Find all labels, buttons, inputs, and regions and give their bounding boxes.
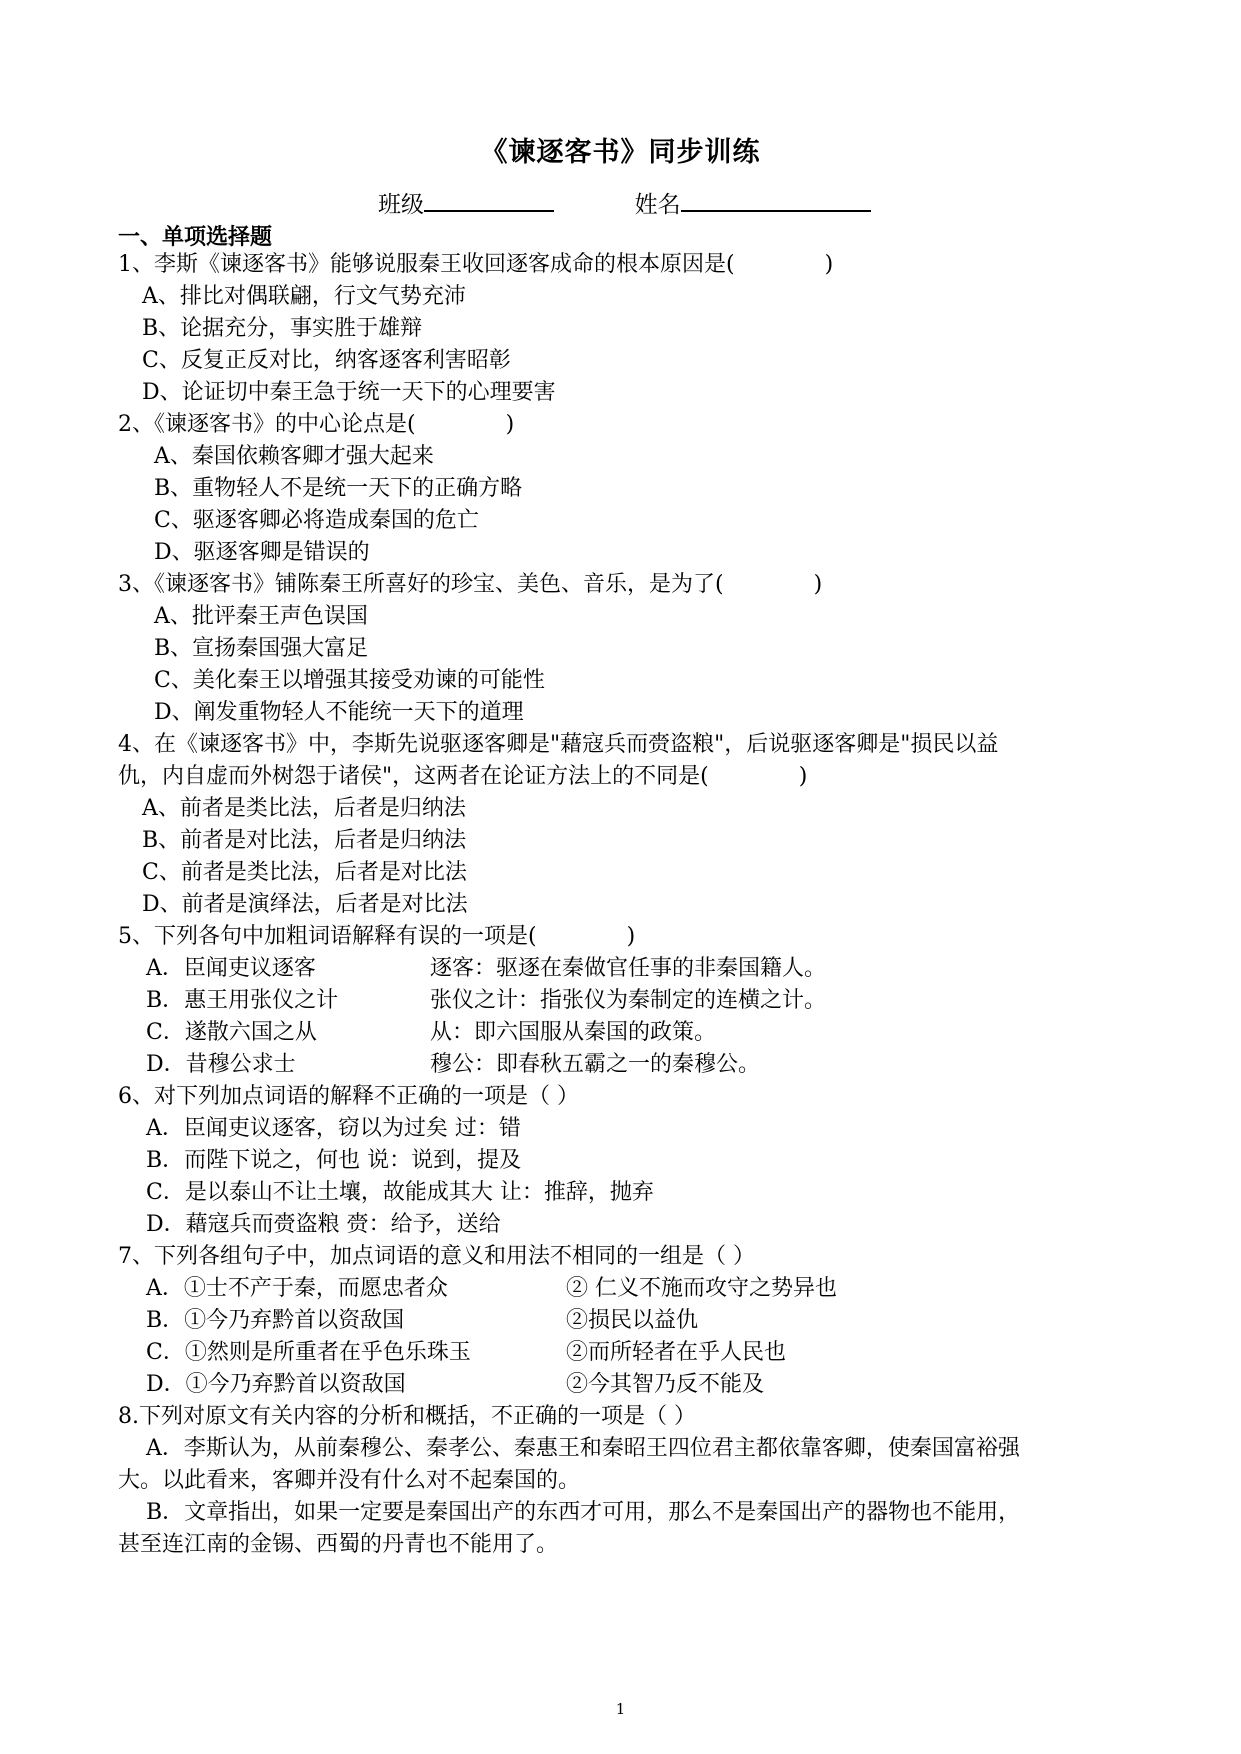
- question-4-stem-line1: 4、在《谏逐客书》中，李斯先说驱逐客卿是"藉寇兵而赍盗粮"，后说驱逐客卿是"损民以益: [118, 732, 999, 757]
- q4-option-c: C、前者是类比法，后者是对比法: [142, 860, 467, 885]
- name-blank[interactable]: [681, 188, 871, 212]
- q5-option-c-explanation: 从：即六国服从秦国的政策。: [430, 1020, 717, 1045]
- q3-option-d: D、阐发重物轻人不能统一天下的道理: [154, 700, 524, 725]
- q3-option-a: A、批评秦王声色误国: [154, 604, 368, 629]
- q7-option-c-right: ②而所轻者在乎人民也: [566, 1340, 787, 1365]
- page-title: 《谏逐客书》同步训练: [480, 137, 761, 168]
- q6-option-a: A．臣闻吏议逐客，窃以为过矣 过：错: [146, 1116, 521, 1141]
- q6-option-c: C．是以泰山不让土壤，故能成其大 让：推辞，抛弃: [146, 1180, 654, 1205]
- section-title: 一、单项选择题: [118, 225, 273, 250]
- q5-option-a-explanation: 逐客：驱逐在秦做官任事的非秦国籍人。: [430, 956, 827, 981]
- question-4-stem-line2: 仇，内自虚而外树怨于诸侯"，这两者在论证方法上的不同是( ): [118, 764, 808, 789]
- q7-option-d-right: ②今其智乃反不能及: [566, 1372, 765, 1397]
- q2-option-b: B、重物轻人不是统一天下的正确方略: [154, 476, 523, 501]
- q7-option-b-right: ②损民以益仇: [566, 1308, 699, 1333]
- q5-option-b-text: B．惠王用张仪之计: [146, 988, 339, 1013]
- question-3-stem: 3、《谏逐客书》铺陈秦王所喜好的珍宝、美色、音乐，是为了( ): [118, 572, 823, 597]
- question-2-stem: 2、《谏逐客书》的中心论点是( ): [118, 412, 515, 437]
- q5-option-b-explanation: 张仪之计：指张仪为秦制定的连横之计。: [430, 988, 827, 1013]
- class-blank[interactable]: [424, 188, 554, 212]
- q2-option-c: C、驱逐客卿必将造成秦国的危亡: [154, 508, 479, 533]
- question-6-stem: 6、对下列加点词语的解释不正确的一项是（ ）: [118, 1084, 579, 1109]
- q3-option-b: B、宣扬秦国强大富足: [154, 636, 369, 661]
- q1-option-a: A、排比对偶联翩，行文气势充沛: [142, 284, 466, 309]
- q6-option-b: B．而陛下说之，何也 说：说到，提及: [146, 1148, 522, 1173]
- q4-option-b: B、前者是对比法，后者是归纳法: [142, 828, 467, 853]
- q7-option-d-left: D．①今乃弃黔首以资敌国: [146, 1372, 406, 1397]
- q4-option-a: A、前者是类比法，后者是归纳法: [142, 796, 466, 821]
- q8-option-b-line2: 甚至连江南的金锡、西蜀的丹青也不能用了。: [118, 1532, 559, 1557]
- q5-option-a-text: A．臣闻吏议逐客: [146, 956, 316, 981]
- q5-option-d-text: D．昔穆公求士: [146, 1052, 296, 1077]
- q6-option-d: D．藉寇兵而赍盗粮 赍：给予，送给: [146, 1212, 501, 1237]
- question-1-stem: 1、李斯《谏逐客书》能够说服秦王收回逐客成命的根本原因是( ): [118, 252, 834, 277]
- q8-option-a-line2: 大。以此看来，客卿并没有什么对不起秦国的。: [118, 1468, 581, 1493]
- q2-option-a: A、秦国依赖客卿才强大起来: [154, 444, 434, 469]
- q7-option-a-right: ② 仁义不施而攻守之势异也: [566, 1276, 837, 1301]
- q3-option-c: C、美化秦王以增强其接受劝谏的可能性: [154, 668, 545, 693]
- question-8-stem: 8.下列对原文有关内容的分析和概括，不正确的一项是（ ）: [118, 1404, 696, 1429]
- q5-option-c-text: C．遂散六国之从: [146, 1020, 317, 1045]
- q1-option-c: C、反复正反对比，纳客逐客利害昭彰: [142, 348, 511, 373]
- q5-option-d-explanation: 穆公：即春秋五霸之一的秦穆公。: [430, 1052, 761, 1077]
- student-info-line: [378, 186, 871, 219]
- question-5-stem: 5、下列各句中加粗词语解释有误的一项是( ): [118, 924, 636, 949]
- name-label: 姓名: [634, 192, 681, 218]
- q1-option-b: B、论据充分，事实胜于雄辩: [142, 316, 423, 341]
- q8-option-a-line1: A．李斯认为，从前秦穆公、秦孝公、秦惠王和秦昭王四位君主都依靠客卿，使秦国富裕强: [146, 1436, 1020, 1461]
- question-7-stem: 7、下列各组句子中，加点词语的意义和用法不相同的一组是（ ）: [118, 1244, 755, 1269]
- q7-option-c-left: C．①然则是所重者在乎色乐珠玉: [146, 1340, 471, 1365]
- q4-option-d: D、前者是演绎法，后者是对比法: [142, 892, 468, 917]
- q2-option-d: D、驱逐客卿是错误的: [154, 540, 370, 565]
- page-number: 1: [615, 1700, 626, 1718]
- q7-option-a-left: A．①士不产于秦，而愿忠者众: [146, 1276, 448, 1301]
- q7-option-b-left: B．①今乃弃黔首以资敌国: [146, 1308, 405, 1333]
- q8-option-b-line1: B．文章指出，如果一定要是秦国出产的东西才可用，那么不是秦国出产的器物也不能用，: [146, 1500, 1021, 1525]
- q1-option-d: D、论证切中秦王急于统一天下的心理要害: [142, 380, 556, 405]
- class-label: 班级: [378, 192, 424, 218]
